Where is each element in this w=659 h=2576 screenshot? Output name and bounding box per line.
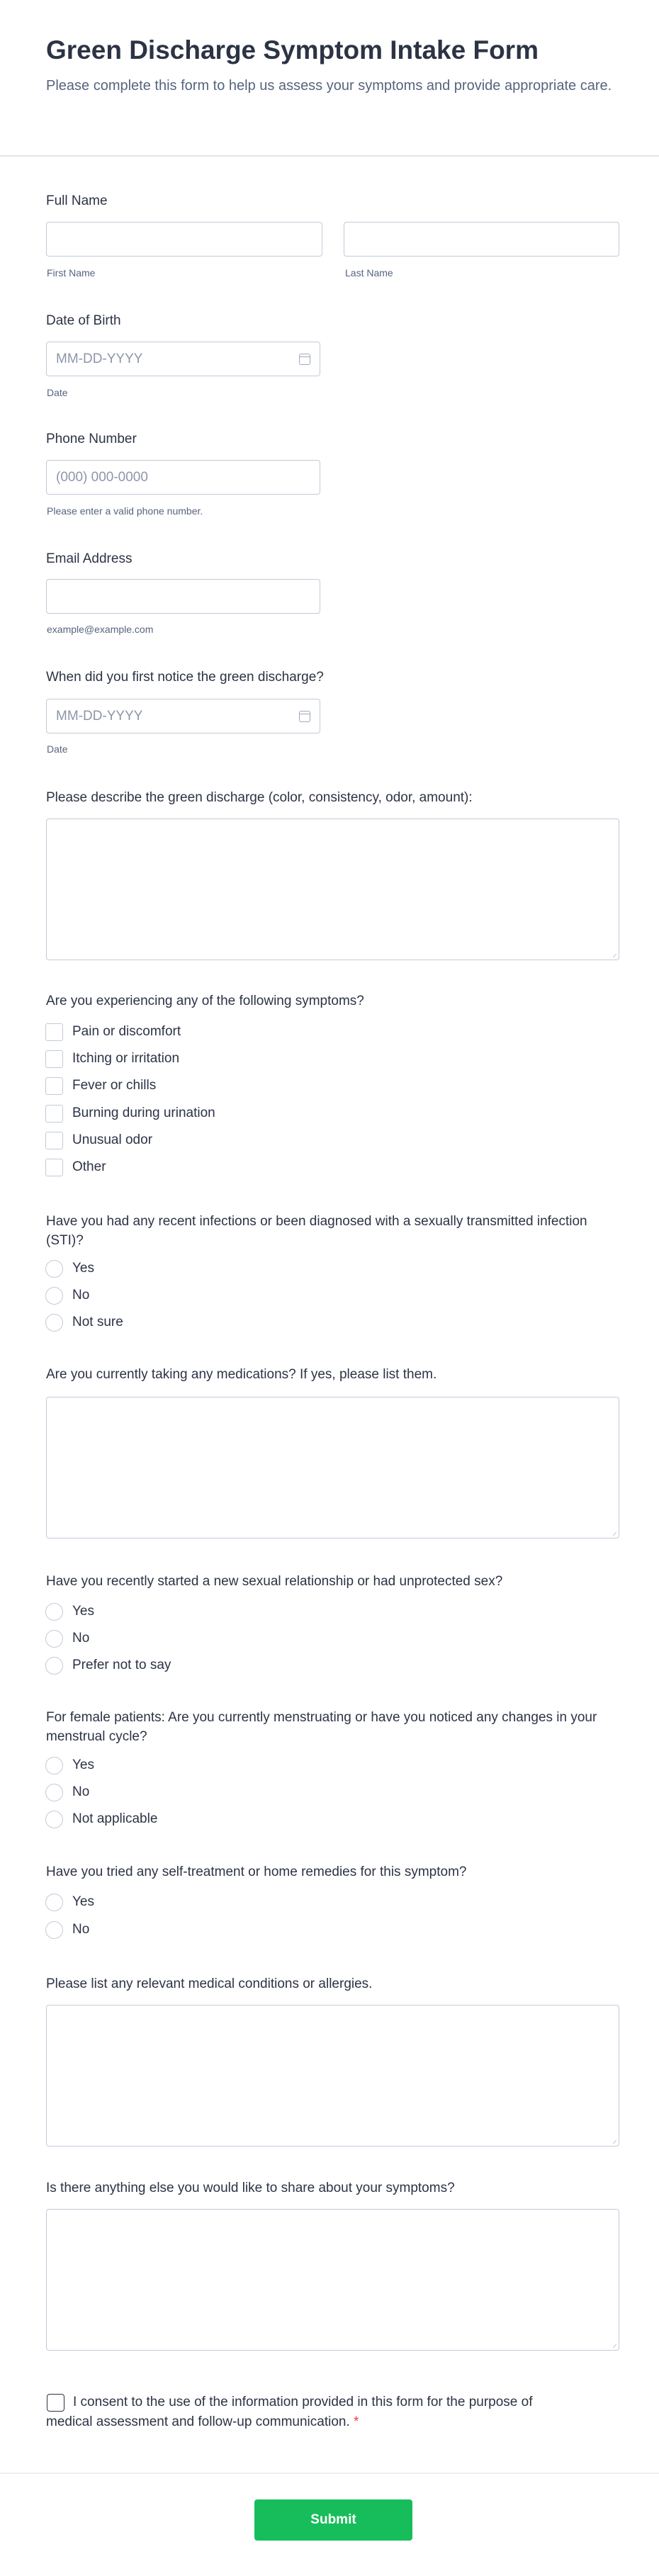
self-treatment-label: Have you tried any self-treatment or home remedies for this symptom? [46,1864,467,1879]
resize-handle-icon[interactable] [610,1529,616,1536]
symptom-option[interactable] [45,1023,181,1041]
checkbox[interactable] [45,1159,63,1176]
option-label: Itching or irritation [72,1051,180,1066]
email-label: Email Address [46,551,133,566]
radio[interactable] [45,1603,63,1621]
dob-label: Date of Birth [46,313,121,328]
conditions-textarea[interactable] [46,2005,619,2147]
submit-button[interactable]: Submit [254,2499,412,2541]
calendar-icon[interactable] [299,354,310,365]
radio[interactable] [45,1630,63,1648]
footer-divider [0,2473,659,2474]
radio[interactable] [45,1287,63,1305]
consent-label: I consent to the use of the information provided in this form for the purpose of medical assessment and follow-up communication. [46,2395,533,2429]
checkbox[interactable] [45,1132,63,1149]
radio[interactable] [45,1784,63,1801]
full-name-label: Full Name [46,193,108,208]
sti-option[interactable] [45,1286,89,1305]
option-label: Yes [72,1757,94,1772]
phone-label: Phone Number [46,432,137,446]
checkbox[interactable] [45,1023,63,1041]
self-treatment-option[interactable] [45,1920,89,1939]
female-option[interactable] [45,1810,157,1828]
first-name-input[interactable] [46,222,322,257]
resize-handle-icon[interactable] [610,2341,616,2348]
form-title: Green Discharge Symptom Intake Form [46,35,539,64]
option-label: Pain or discomfort [72,1024,181,1039]
relationship-option[interactable] [45,1629,89,1648]
symptom-option[interactable] [45,1076,156,1095]
option-label: Yes [72,1894,94,1909]
anything-else-label: Is there anything else you would like to share about your symptoms? [46,2181,455,2195]
symptoms-label: Are you experiencing any of the following symptoms? [46,994,364,1008]
option-label: No [72,1631,90,1646]
option-label: Yes [72,1604,94,1619]
female-label: For female patients: Are you currently menstruating or have you noticed any changes in your menstrual cycle? [46,1710,597,1744]
medications-textarea[interactable] [46,1397,619,1539]
first-notice-sublabel: Date [47,743,68,755]
female-option[interactable] [45,1756,94,1774]
option-label: Unusual odor [72,1132,153,1147]
conditions-label: Please list any relevant medical conditions or allergies. [46,1976,373,1991]
describe-textarea[interactable] [46,819,619,960]
calendar-icon[interactable] [299,711,310,722]
option-label: No [72,1288,90,1303]
email-input[interactable] [46,579,320,614]
checkbox[interactable] [45,1050,63,1068]
symptom-option[interactable] [45,1131,152,1149]
option-label: No [72,1784,90,1799]
relationship-option[interactable] [45,1656,171,1675]
consent-text [46,2392,542,2432]
first-notice-placeholder: MM-DD-YYYY [56,708,143,724]
option-label: Prefer not to say [72,1658,171,1672]
sti-option[interactable] [45,1313,123,1332]
resize-handle-icon[interactable] [610,2137,616,2144]
header-divider [0,155,659,157]
option-label: Other [72,1159,106,1174]
symptom-option[interactable] [45,1104,215,1123]
form-subtitle: Please complete this form to help us assess your symptoms and provide appropriate care. [46,78,612,94]
option-label: Burning during urination [72,1106,215,1120]
phone-hint: Please enter a valid phone number. [47,505,203,517]
first-notice-label: When did you first notice the green discharge? [46,670,324,685]
symptom-option[interactable] [45,1050,179,1068]
sti-label: Have you had any recent infections or been diagnosed with a sexually transmitted infection (STI)? [46,1214,587,1248]
dob-placeholder: MM-DD-YYYY [56,351,143,366]
medications-label: Are you currently taking any medications? If yes, please list them. [46,1367,437,1382]
last-name-sublabel: Last Name [345,267,393,279]
radio[interactable] [45,1894,63,1911]
phone-input[interactable] [46,460,320,495]
radio[interactable] [45,1757,63,1774]
option-label: Not sure [72,1315,123,1329]
email-hint: example@example.com [47,624,154,635]
relationship-option[interactable] [45,1602,94,1621]
radio[interactable] [45,1314,63,1332]
symptom-option[interactable] [45,1158,106,1176]
last-name-input[interactable] [344,222,619,257]
first-name-sublabel: First Name [47,267,96,279]
option-label: Not applicable [72,1811,158,1826]
female-option[interactable] [45,1783,89,1801]
required-mark: * [354,2414,359,2429]
option-label: Yes [72,1261,94,1276]
checkbox[interactable] [45,1077,63,1095]
radio[interactable] [45,1657,63,1675]
radio[interactable] [45,1921,63,1939]
anything-else-textarea[interactable] [46,2209,619,2351]
describe-label: Please describe the green discharge (color, consistency, odor, amount): [46,790,473,805]
phone-placeholder: (000) 000-0000 [56,469,148,485]
radio[interactable] [45,1260,63,1278]
dob-input[interactable] [46,342,320,376]
first-notice-input[interactable] [46,699,320,733]
checkbox[interactable] [45,1105,63,1123]
self-treatment-option[interactable] [45,1893,94,1911]
dob-sublabel: Date [47,387,68,398]
relationship-label: Have you recently started a new sexual relationship or had unprotected sex? [46,1574,503,1589]
resize-handle-icon[interactable] [610,951,616,957]
option-label: Fever or chills [72,1078,157,1093]
sti-option[interactable] [45,1259,94,1278]
radio[interactable] [45,1811,63,1828]
option-label: No [72,1922,90,1937]
